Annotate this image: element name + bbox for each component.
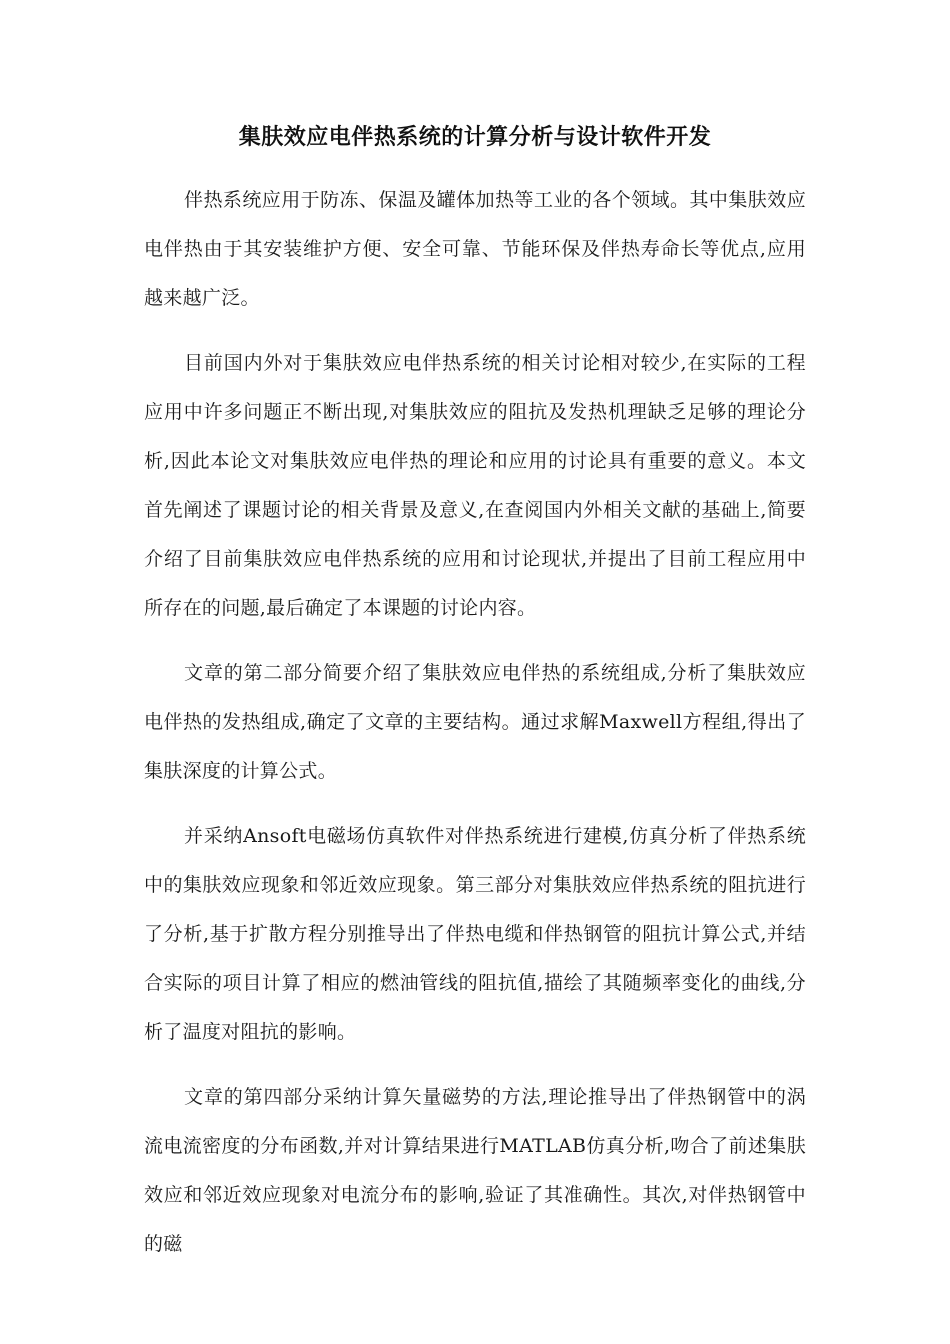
paragraph-3: 文章的第二部分简要介绍了集肤效应电伴热的系统组成,分析了集肤效应电伴热的发热组成,确定了文章的主要结构。通过求解Maxwell方程组,得出了集肤深度的计算公式。 [144,662,806,782]
paragraph-1: 伴热系统应用于防冻、保温及罐体加热等工业的各个领域。其中集肤效应电伴热由于其安装维护方便、安全可靠、节能环保及伴热寿命长等优点,应用越来越广泛。 [144,189,806,309]
document-title: 集肤效应电伴热系统的计算分析与设计软件开发 [238,125,712,150]
paragraph-2: 目前国内外对于集肤效应电伴热系统的相关讨论相对较少,在实际的工程应用中许多问题正不断出现,对集肤效应的阻抗及发热机理缺乏足够的理论分析,因此本论文对集肤效应电伴热的理论和应用的讨论具有重要的意义。本文首先阐述了课题讨论的相关背景及意义,在查阅国内外相关文献的基础上,简要介绍了目前集肤效应电伴热系统的应用和讨论现状,并提出了目前工程应用中所存在的问题,最后确定了本课题的讨论内容。 [144,352,806,619]
paragraph-5: 文章的第四部分采纳计算矢量磁势的方法,理论推导出了伴热钢管中的涡流电流密度的分布函数,并对计算结果进行MATLAB仿真分析,吻合了前述集肤效应和邻近效应现象对电流分布的影响,验证了其准确性。其次,对伴热钢管中的磁 [144,1086,806,1255]
document-body [144,176,806,1285]
paragraph-4: 并采纳Ansoft电磁场仿真软件对伴热系统进行建模,仿真分析了伴热系统中的集肤效应现象和邻近效应现象。第三部分对集肤效应伴热系统的阻抗进行了分析,基于扩散方程分别推导出了伴热电缆和伴热钢管的阻抗计算公式,并结合实际的项目计算了相应的燃油管线的阻抗值,描绘了其随频率变化的曲线,分析了温度对阻抗的影响。 [144,825,806,1043]
